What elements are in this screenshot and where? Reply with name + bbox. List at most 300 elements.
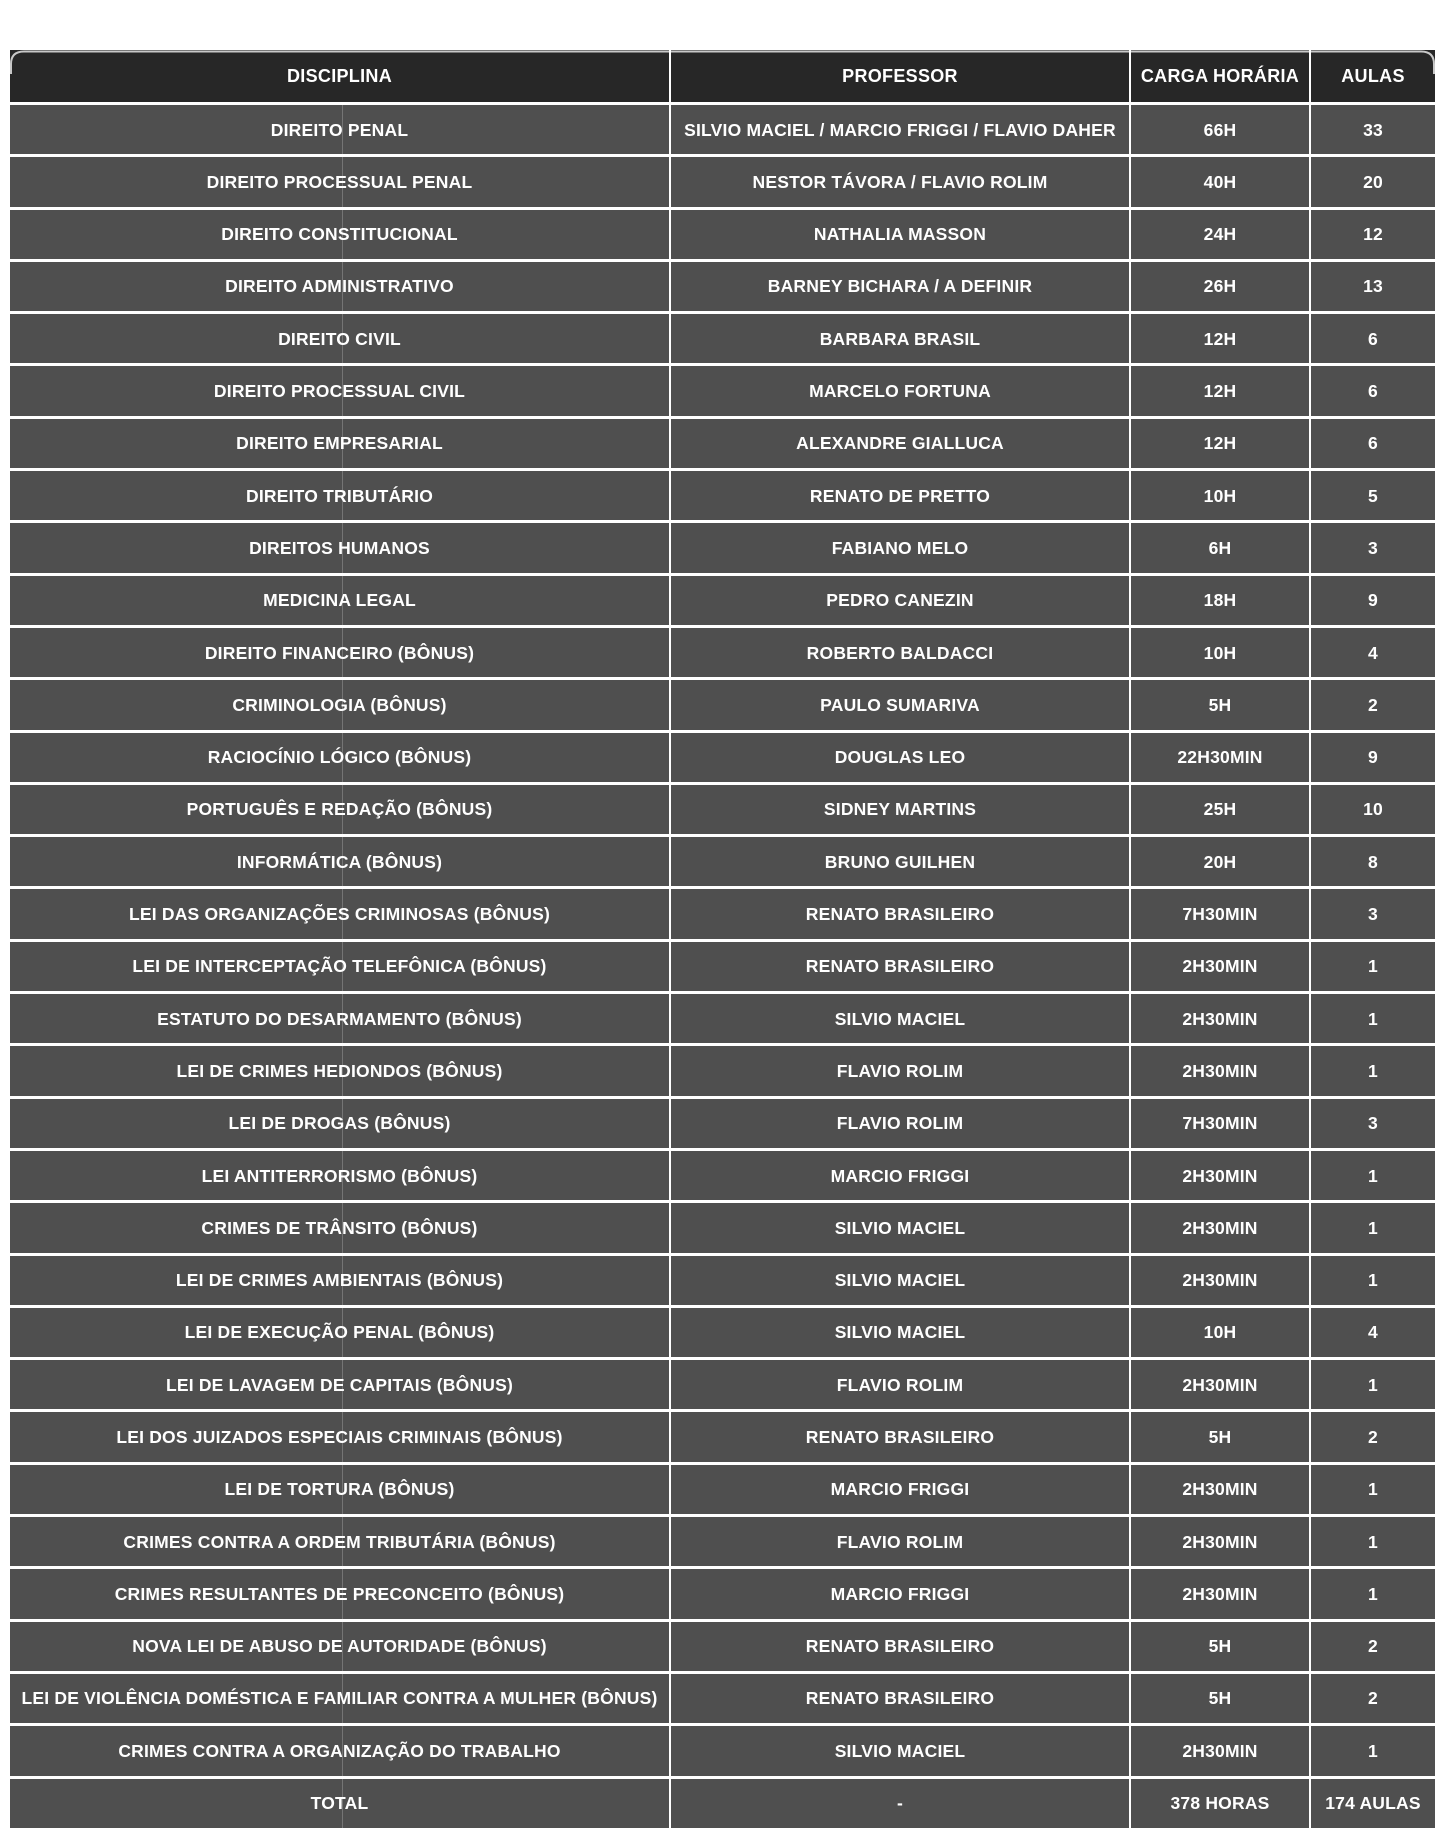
cell-text: SILVIO MACIEL xyxy=(834,1740,966,1761)
cell-aulas xyxy=(1311,1360,1435,1409)
cell-text: ESTATUTO DO DESARMAMENTO (BÔNUS) xyxy=(157,1008,522,1029)
cell-text: 6 xyxy=(1368,328,1378,349)
cell-text: NOVA LEI DE ABUSO DE AUTORIDADE (BÔNUS) xyxy=(132,1636,547,1657)
cell-text: 18H xyxy=(1203,590,1237,611)
cell-aulas xyxy=(1311,1779,1435,1828)
cell-text: 5H xyxy=(1208,1427,1232,1447)
cell-carga xyxy=(1131,314,1311,363)
cell-text: RENATO DE PRETTO xyxy=(809,485,991,506)
cell-disciplina xyxy=(10,733,671,782)
cell-professor xyxy=(671,314,1131,363)
cell-professor xyxy=(671,942,1131,991)
column-header-professor xyxy=(671,50,1131,102)
cell-text: 2H30MIN xyxy=(1182,956,1258,977)
cell-text: 2 xyxy=(1368,1427,1378,1447)
cell-disciplina xyxy=(10,105,671,154)
cell-carga xyxy=(1131,105,1311,154)
cell-text: DOUGLAS LEO xyxy=(834,747,966,768)
cell-text: PAULO SUMARIVA xyxy=(820,694,980,715)
cell-professor xyxy=(671,1308,1131,1357)
cell-text: 2 xyxy=(1368,1688,1378,1709)
cell-carga xyxy=(1131,733,1311,782)
cell-professor xyxy=(671,628,1131,677)
table-row xyxy=(10,1409,1435,1461)
table-row xyxy=(10,677,1435,729)
cell-carga xyxy=(1131,1099,1311,1148)
table-row xyxy=(10,886,1435,938)
table-row xyxy=(10,730,1435,782)
cell-text: 1 xyxy=(1368,1060,1378,1081)
cell-text: LEI DE LAVAGEM DE CAPITAIS (BÔNUS) xyxy=(165,1374,514,1395)
cell-aulas xyxy=(1311,1517,1435,1566)
cell-text: RENATO BRASILEIRO xyxy=(805,1636,995,1657)
cell-text: 1 xyxy=(1368,1479,1378,1500)
cell-aulas xyxy=(1311,680,1435,729)
cell-disciplina xyxy=(10,576,671,625)
cell-disciplina xyxy=(10,1151,671,1200)
cell-text: DIREITO CIVIL xyxy=(278,328,401,349)
cell-aulas xyxy=(1311,210,1435,259)
cell-text: NESTOR TÁVORA / FLAVIO ROLIM xyxy=(752,171,1048,192)
cell-text: RENATO BRASILEIRO xyxy=(805,956,995,977)
cell-text: LEI DE VIOLÊNCIA DOMÉSTICA E FAMILIAR CONTRA A MULHER (BÔNUS) xyxy=(21,1688,658,1709)
cell-disciplina xyxy=(10,1308,671,1357)
cell-text: 2H30MIN xyxy=(1182,1740,1258,1761)
table-row xyxy=(10,1723,1435,1775)
cell-carga xyxy=(1131,994,1311,1043)
cell-professor xyxy=(671,157,1131,206)
cell-professor xyxy=(671,994,1131,1043)
cell-aulas xyxy=(1311,1674,1435,1723)
table-row xyxy=(10,102,1435,154)
cell-text: 2H30MIN xyxy=(1182,1583,1258,1604)
cell-text: 9 xyxy=(1368,747,1378,768)
cell-aulas xyxy=(1311,942,1435,991)
cell-text: CRIMES CONTRA A ORGANIZAÇÃO DO TRABALHO xyxy=(118,1740,561,1761)
cell-aulas xyxy=(1311,366,1435,415)
table-row xyxy=(10,1514,1435,1566)
cell-professor xyxy=(671,1779,1131,1828)
cell-carga xyxy=(1131,1308,1311,1357)
cell-text: RENATO BRASILEIRO xyxy=(805,904,995,925)
cell-text: 7H30MIN xyxy=(1182,1113,1258,1134)
cell-text: DIREITO ADMINISTRATIVO xyxy=(225,276,454,297)
table-row xyxy=(10,259,1435,311)
cell-disciplina xyxy=(10,1622,671,1671)
cell-text: SILVIO MACIEL xyxy=(834,1008,966,1029)
table-row xyxy=(10,1619,1435,1671)
cell-text: DIREITO PROCESSUAL PENAL xyxy=(206,171,473,192)
cell-text: 40H xyxy=(1203,171,1237,192)
cell-text: 9 xyxy=(1368,590,1378,611)
cell-carga xyxy=(1131,1256,1311,1305)
cell-text: ROBERTO BALDACCI xyxy=(806,642,994,663)
cell-text: 20 xyxy=(1363,171,1383,192)
cell-aulas xyxy=(1311,837,1435,886)
cell-text: 1 xyxy=(1368,1531,1378,1552)
cell-carga xyxy=(1131,1360,1311,1409)
cell-disciplina xyxy=(10,419,671,468)
cell-professor xyxy=(671,680,1131,729)
cell-aulas xyxy=(1311,105,1435,154)
cell-aulas xyxy=(1311,889,1435,938)
cell-text: FABIANO MELO xyxy=(831,537,969,558)
table-row xyxy=(10,1357,1435,1409)
cell-text: BARBARA BRASIL xyxy=(819,328,981,349)
cell-professor xyxy=(671,889,1131,938)
cell-text: 12H xyxy=(1203,381,1237,402)
cell-text: 25H xyxy=(1203,799,1237,820)
cell-professor xyxy=(671,419,1131,468)
cell-carga xyxy=(1131,1726,1311,1775)
cell-text: 7H30MIN xyxy=(1182,904,1258,925)
cell-text: 1 xyxy=(1368,1583,1378,1604)
cell-professor xyxy=(671,1622,1131,1671)
cell-professor xyxy=(671,785,1131,834)
cell-text: INFORMÁTICA (BÔNUS) xyxy=(236,851,443,872)
table-row xyxy=(10,782,1435,834)
table-row xyxy=(10,834,1435,886)
cell-text: 2H30MIN xyxy=(1182,1165,1258,1186)
cell-text: 1 xyxy=(1368,1217,1378,1238)
cell-professor xyxy=(671,837,1131,886)
cell-carga xyxy=(1131,889,1311,938)
cell-text: DIREITO FINANCEIRO (BÔNUS) xyxy=(204,642,475,663)
cell-carga xyxy=(1131,1203,1311,1252)
cell-text: LEI DE TORTURA (BÔNUS) xyxy=(224,1479,455,1500)
cell-text: 5 xyxy=(1368,485,1378,506)
column-header-label: AULAS xyxy=(1341,65,1405,86)
cell-text: 12 xyxy=(1363,224,1383,245)
table-row xyxy=(10,1253,1435,1305)
cell-text: MARCIO FRIGGI xyxy=(830,1479,970,1500)
cell-professor xyxy=(671,576,1131,625)
cell-disciplina xyxy=(10,785,671,834)
cell-text: SILVIO MACIEL xyxy=(834,1217,966,1238)
cell-text: 3 xyxy=(1368,904,1378,925)
cell-text: BRUNO GUILHEN xyxy=(824,851,976,872)
cell-text: SILVIO MACIEL / MARCIO FRIGGI / FLAVIO DAHER xyxy=(684,119,1116,140)
table-row xyxy=(10,939,1435,991)
cell-text: RENATO BRASILEIRO xyxy=(805,1427,995,1447)
cell-text: 2H30MIN xyxy=(1182,1270,1258,1291)
cell-professor xyxy=(671,471,1131,520)
cell-aulas xyxy=(1311,1203,1435,1252)
cell-aulas xyxy=(1311,1412,1435,1461)
cell-carga xyxy=(1131,1412,1311,1461)
cell-text: LEI DE EXECUÇÃO PENAL (BÔNUS) xyxy=(184,1322,495,1343)
cell-text: 13 xyxy=(1363,276,1383,297)
cell-text: 5H xyxy=(1208,1688,1232,1709)
cell-text: 24H xyxy=(1203,224,1237,245)
cell-text: ALEXANDRE GIALLUCA xyxy=(796,433,1004,454)
cell-text: 4 xyxy=(1368,642,1378,663)
cell-text: 26H xyxy=(1203,276,1237,297)
cell-disciplina xyxy=(10,1256,671,1305)
cell-aulas xyxy=(1311,733,1435,782)
table-row xyxy=(10,1305,1435,1357)
cell-carga xyxy=(1131,1779,1311,1828)
cell-professor xyxy=(671,1099,1131,1148)
cell-text: 2 xyxy=(1368,1636,1378,1657)
cell-text: LEI DOS JUIZADOS ESPECIAIS CRIMINAIS (BÔNUS) xyxy=(116,1427,563,1447)
cell-text: FLAVIO ROLIM xyxy=(836,1374,964,1395)
column-header-label: PROFESSOR xyxy=(842,65,958,86)
cell-aulas xyxy=(1311,314,1435,363)
cell-disciplina xyxy=(10,1360,671,1409)
table-row xyxy=(10,416,1435,468)
column-header-label: CARGA HORÁRIA xyxy=(1140,65,1300,86)
cell-aulas xyxy=(1311,576,1435,625)
cell-disciplina xyxy=(10,1046,671,1095)
cell-disciplina xyxy=(10,210,671,259)
cell-text: FLAVIO ROLIM xyxy=(836,1531,964,1552)
cell-disciplina xyxy=(10,837,671,886)
cell-disciplina xyxy=(10,366,671,415)
cell-text: 2H30MIN xyxy=(1182,1217,1258,1238)
cell-disciplina xyxy=(10,1203,671,1252)
cell-professor xyxy=(671,210,1131,259)
cell-text: 10H xyxy=(1203,485,1237,506)
cell-text: DIREITO PROCESSUAL CIVIL xyxy=(213,381,466,402)
column-header-carga xyxy=(1131,50,1311,102)
cell-text: 6 xyxy=(1368,433,1378,454)
table-total-row xyxy=(10,1776,1435,1828)
cell-professor xyxy=(671,1726,1131,1775)
cell-text: 33 xyxy=(1363,119,1383,140)
cell-aulas xyxy=(1311,419,1435,468)
cell-text: 5H xyxy=(1208,694,1232,715)
column-header-aulas xyxy=(1311,50,1435,102)
cell-text: 20H xyxy=(1203,851,1237,872)
cell-disciplina xyxy=(10,628,671,677)
cell-text: 2H30MIN xyxy=(1182,1008,1258,1029)
cell-text: PEDRO CANEZIN xyxy=(826,590,974,611)
cell-professor xyxy=(671,1674,1131,1723)
table-row xyxy=(10,520,1435,572)
cell-text: LEI DE INTERCEPTAÇÃO TELEFÔNICA (BÔNUS) xyxy=(132,956,547,977)
cell-carga xyxy=(1131,471,1311,520)
cell-text: NATHALIA MASSON xyxy=(813,224,987,245)
cell-text: CRIMES DE TRÂNSITO (BÔNUS) xyxy=(201,1217,478,1238)
cell-aulas xyxy=(1311,1465,1435,1514)
cell-text: 174 AULAS xyxy=(1325,1793,1421,1814)
cell-text: MEDICINA LEGAL xyxy=(263,590,416,611)
cell-text: 1 xyxy=(1368,1008,1378,1029)
cell-carga xyxy=(1131,576,1311,625)
cell-aulas xyxy=(1311,1726,1435,1775)
cell-text: 12H xyxy=(1203,328,1237,349)
cell-text: MARCELO FORTUNA xyxy=(809,381,991,402)
cell-text: 2 xyxy=(1368,694,1378,715)
cell-aulas xyxy=(1311,523,1435,572)
cell-professor xyxy=(671,1046,1131,1095)
table-row xyxy=(10,363,1435,415)
cell-aulas xyxy=(1311,1046,1435,1095)
cell-disciplina xyxy=(10,1517,671,1566)
cell-text: 22H30MIN xyxy=(1177,747,1263,768)
cell-text: TOTAL xyxy=(310,1793,369,1814)
cell-aulas xyxy=(1311,1308,1435,1357)
cell-aulas xyxy=(1311,1569,1435,1618)
cell-text: 1 xyxy=(1368,1165,1378,1186)
cell-professor xyxy=(671,262,1131,311)
cell-professor xyxy=(671,1569,1131,1618)
cell-aulas xyxy=(1311,628,1435,677)
cell-professor xyxy=(671,523,1131,572)
cell-disciplina xyxy=(10,1726,671,1775)
table-row xyxy=(10,468,1435,520)
table-row xyxy=(10,1148,1435,1200)
cell-text: SILVIO MACIEL xyxy=(834,1270,966,1291)
cell-text: 10 xyxy=(1363,799,1383,820)
cell-carga xyxy=(1131,1151,1311,1200)
table-row xyxy=(10,1462,1435,1514)
cell-professor xyxy=(671,366,1131,415)
cell-aulas xyxy=(1311,1151,1435,1200)
cell-text: LEI DAS ORGANIZAÇÕES CRIMINOSAS (BÔNUS) xyxy=(128,904,550,925)
cell-text: 12H xyxy=(1203,433,1237,454)
cell-text: 2H30MIN xyxy=(1182,1531,1258,1552)
cell-text: 4 xyxy=(1368,1322,1378,1343)
table-row xyxy=(10,1671,1435,1723)
cell-disciplina xyxy=(10,1569,671,1618)
cell-disciplina xyxy=(10,314,671,363)
cell-disciplina xyxy=(10,1674,671,1723)
cell-disciplina xyxy=(10,680,671,729)
cell-disciplina xyxy=(10,471,671,520)
cell-text: DIREITO EMPRESARIAL xyxy=(236,433,443,454)
cell-professor xyxy=(671,1203,1131,1252)
cell-carga xyxy=(1131,210,1311,259)
cell-text: LEI DE CRIMES HEDIONDOS (BÔNUS) xyxy=(176,1060,503,1081)
cell-professor xyxy=(671,1465,1131,1514)
table-row xyxy=(10,1096,1435,1148)
cell-text: 1 xyxy=(1368,1740,1378,1761)
cell-text: - xyxy=(896,1793,904,1814)
cell-disciplina xyxy=(10,1412,671,1461)
table-row xyxy=(10,311,1435,363)
cell-professor xyxy=(671,1151,1131,1200)
cell-disciplina xyxy=(10,994,671,1043)
cell-text: SIDNEY MARTINS xyxy=(823,799,977,820)
cell-text: RACIOCÍNIO LÓGICO (BÔNUS) xyxy=(207,747,472,768)
cell-text: CRIMES CONTRA A ORDEM TRIBUTÁRIA (BÔNUS) xyxy=(123,1531,556,1552)
cell-professor xyxy=(671,105,1131,154)
table-row xyxy=(10,991,1435,1043)
table-row xyxy=(10,573,1435,625)
table-header-row xyxy=(10,50,1435,102)
table-body xyxy=(10,102,1435,1828)
cell-professor xyxy=(671,1256,1131,1305)
table-row xyxy=(10,207,1435,259)
cell-text: 66H xyxy=(1203,119,1237,140)
cell-carga xyxy=(1131,1622,1311,1671)
cell-text: 2H30MIN xyxy=(1182,1479,1258,1500)
cell-text: FLAVIO ROLIM xyxy=(836,1060,964,1081)
cell-text: 10H xyxy=(1203,642,1237,663)
cell-text: DIREITO PENAL xyxy=(270,119,409,140)
cell-text: 3 xyxy=(1368,537,1378,558)
table-row xyxy=(10,1043,1435,1095)
cell-aulas xyxy=(1311,1099,1435,1148)
cell-carga xyxy=(1131,837,1311,886)
cell-carga xyxy=(1131,262,1311,311)
course-schedule-table xyxy=(10,50,1435,1828)
cell-carga xyxy=(1131,366,1311,415)
cell-professor xyxy=(671,1360,1131,1409)
cell-carga xyxy=(1131,523,1311,572)
cell-disciplina xyxy=(10,889,671,938)
column-header-disciplina xyxy=(10,50,671,102)
column-header-label: DISCIPLINA xyxy=(286,65,392,86)
cell-carga xyxy=(1131,1046,1311,1095)
cell-text: BARNEY BICHARA / A DEFINIR xyxy=(767,276,1033,297)
cell-disciplina xyxy=(10,1465,671,1514)
cell-text: 6 xyxy=(1368,381,1378,402)
cell-aulas xyxy=(1311,1256,1435,1305)
cell-disciplina xyxy=(10,523,671,572)
cell-carga xyxy=(1131,1569,1311,1618)
cell-text: CRIMES RESULTANTES DE PRECONCEITO (BÔNUS) xyxy=(114,1583,565,1604)
cell-disciplina xyxy=(10,1099,671,1148)
cell-text: 5H xyxy=(1208,1636,1232,1657)
cell-text: LEI DE DROGAS (BÔNUS) xyxy=(228,1113,451,1134)
cell-carga xyxy=(1131,1517,1311,1566)
cell-carga xyxy=(1131,1465,1311,1514)
cell-disciplina xyxy=(10,942,671,991)
table-row xyxy=(10,154,1435,206)
cell-carga xyxy=(1131,785,1311,834)
cell-text: PORTUGUÊS E REDAÇÃO (BÔNUS) xyxy=(186,799,493,820)
cell-carga xyxy=(1131,942,1311,991)
cell-disciplina xyxy=(10,157,671,206)
cell-text: LEI DE CRIMES AMBIENTAIS (BÔNUS) xyxy=(175,1270,504,1291)
cell-carga xyxy=(1131,157,1311,206)
cell-text: LEI ANTITERRORISMO (BÔNUS) xyxy=(201,1165,478,1186)
cell-text: MARCIO FRIGGI xyxy=(830,1165,970,1186)
cell-carga xyxy=(1131,1674,1311,1723)
cell-aulas xyxy=(1311,994,1435,1043)
cell-text: 3 xyxy=(1368,1113,1378,1134)
table-row xyxy=(10,1566,1435,1618)
cell-text: DIREITO CONSTITUCIONAL xyxy=(221,224,458,245)
cell-text: CRIMINOLOGIA (BÔNUS) xyxy=(232,694,447,715)
cell-aulas xyxy=(1311,1622,1435,1671)
cell-text: 2H30MIN xyxy=(1182,1374,1258,1395)
cell-aulas xyxy=(1311,262,1435,311)
cell-text: 2H30MIN xyxy=(1182,1060,1258,1081)
cell-aulas xyxy=(1311,785,1435,834)
cell-text: MARCIO FRIGGI xyxy=(830,1583,970,1604)
cell-text: 8 xyxy=(1368,851,1378,872)
cell-carga xyxy=(1131,419,1311,468)
cell-carga xyxy=(1131,628,1311,677)
cell-disciplina xyxy=(10,1779,671,1828)
cell-text: 10H xyxy=(1203,1322,1237,1343)
cell-text: 1 xyxy=(1368,1374,1378,1395)
cell-text: 1 xyxy=(1368,1270,1378,1291)
cell-text: 6H xyxy=(1208,537,1232,558)
cell-aulas xyxy=(1311,471,1435,520)
cell-carga xyxy=(1131,680,1311,729)
cell-text: 1 xyxy=(1368,956,1378,977)
cell-text: DIREITO TRIBUTÁRIO xyxy=(245,485,434,506)
table-row xyxy=(10,1200,1435,1252)
cell-aulas xyxy=(1311,157,1435,206)
cell-text: RENATO BRASILEIRO xyxy=(805,1688,995,1709)
cell-text: DIREITOS HUMANOS xyxy=(249,537,430,558)
